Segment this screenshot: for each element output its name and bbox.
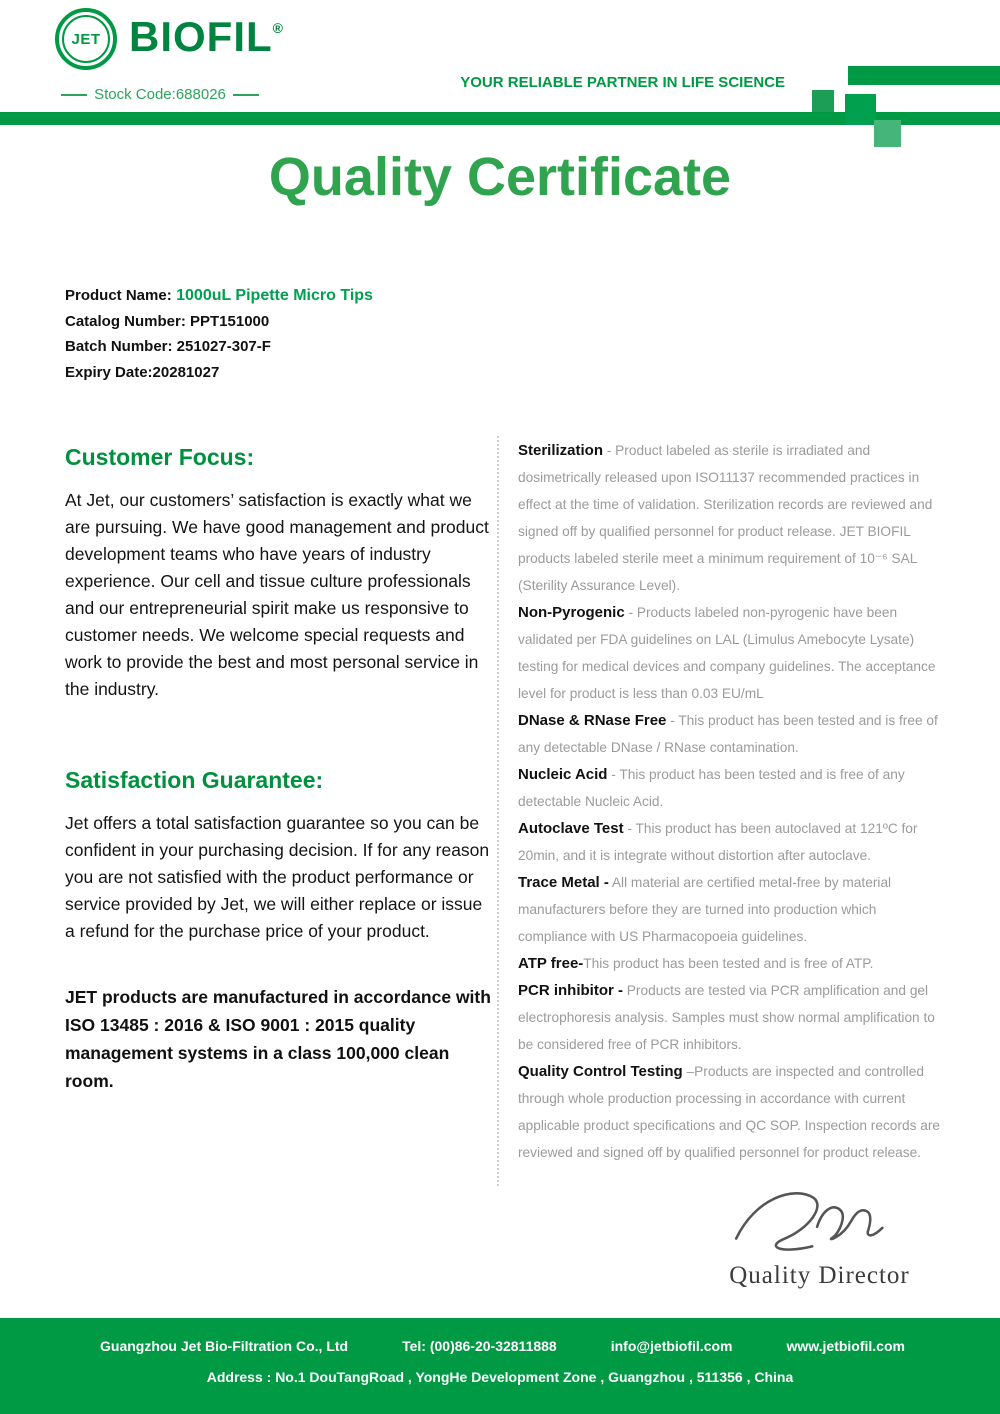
spec-desc: Products are tested via PCR amplification and gel electrophoresis analysis. Samples must show normal amplification to be considered free of PCR inhibitors. bbox=[518, 983, 939, 1052]
spec-desc: - This product has been tested and is free of any detectable DNase / RNase contamination. bbox=[518, 713, 942, 755]
stock-code-line bbox=[55, 86, 265, 103]
batch-number-label: Batch Number: bbox=[65, 338, 173, 355]
registered-mark: ® bbox=[272, 20, 284, 36]
spec-term: Sterilization bbox=[518, 442, 604, 459]
stock-dash-right bbox=[233, 94, 259, 96]
footer-company: Guangzhou Jet Bio-Filtration Co., Ltd bbox=[100, 1338, 349, 1354]
signature-block bbox=[712, 1182, 927, 1290]
catalog-number-row bbox=[65, 309, 373, 335]
spec-autoclave-test bbox=[518, 815, 943, 869]
iso-statement: JET products are manufactured in accordance with ISO 13485 : 2016 & ISO 9001 : 2015 quality management systems in a class 100,000 clean room. bbox=[65, 987, 491, 1091]
spec-dnase-rnase-free bbox=[518, 707, 943, 761]
spec-trace-metal bbox=[518, 869, 943, 950]
logo-name bbox=[129, 13, 284, 60]
spec-desc: - Products labeled non-pyrogenic have been validated per FDA guidelines on LAL (Limulus Amebocyte Lysate) testing for medical devices and company guidelines. The acceptance level for product is less than 0.03 EU/mL bbox=[518, 605, 940, 701]
spec-sterilization bbox=[518, 437, 943, 599]
spec-desc: –Products are inspected and controlled through whole production processing in accordance with current applicable product specifications and QC SOP. Inspection records are reviewed and signed off by qualified personnel for product release. bbox=[518, 1064, 944, 1160]
product-name-row bbox=[65, 283, 373, 309]
left-column bbox=[65, 444, 495, 1095]
footer-tel: Tel: (00)86-20-32811888 bbox=[402, 1338, 557, 1354]
expiry-date-value: 20281027 bbox=[152, 363, 220, 381]
expiry-date-row bbox=[65, 360, 373, 386]
expiry-date-label: Expiry Date: bbox=[65, 363, 153, 381]
batch-number-value: 251027-307-F bbox=[172, 338, 271, 355]
footer bbox=[0, 1318, 1000, 1414]
customer-focus-body: At Jet, our customers’ satisfaction is exactly what we are pursuing. We have good management and product development teams who have years of industry experience. Our cell and tissue culture professionals and our entrepreneurial spirit make us responsive to customer needs. We welcome special requests and work to provide the best and most personal service in the industry. bbox=[65, 490, 489, 699]
spec-quality-control-testing bbox=[518, 1058, 943, 1166]
deco-square bbox=[845, 94, 876, 125]
footer-contact-row bbox=[0, 1318, 1000, 1354]
signature-icon bbox=[720, 1182, 920, 1260]
spec-atp-free bbox=[518, 950, 943, 977]
spec-pcr-inhibitor bbox=[518, 977, 943, 1058]
spec-term: Quality Control Testing bbox=[518, 1063, 683, 1080]
customer-focus-heading: Customer Focus: bbox=[65, 444, 255, 470]
right-column bbox=[518, 437, 943, 1166]
footer-address: Address : No.1 DouTangRoad , YongHe Development Zone , Guangzhou , 511356 , China bbox=[206, 1369, 794, 1385]
page-title: Quality Certificate bbox=[268, 147, 732, 207]
spec-desc: - This product has been autoclaved at 121ºC for 20min, and it is integrate without distortion after autoclave. bbox=[518, 821, 922, 863]
satisfaction-guarantee-heading: Satisfaction Guarantee: bbox=[65, 767, 324, 793]
stock-dash-left bbox=[61, 94, 87, 96]
spec-desc: - This product has been tested and is free of any detectable Nucleic Acid. bbox=[518, 767, 909, 809]
footer-address-row bbox=[0, 1369, 1000, 1385]
column-divider bbox=[497, 436, 499, 1186]
jet-logo-text: JET bbox=[71, 30, 101, 48]
deco-square bbox=[812, 90, 834, 112]
spec-desc: All material are certified metal-free by material manufacturers before they are turned into production which compliance with US Pharmacopoeia guidelines. bbox=[518, 875, 895, 944]
satisfaction-guarantee-body: Jet offers a total satisfaction guarantee so you can be confident in your purchasing decision. If for any reason you are not satisfied with the product performance or service provided by Jet, we will either replace or issue a refund for the purchase price of your product. bbox=[65, 813, 490, 941]
catalog-number-label: Catalog Number: bbox=[65, 312, 186, 330]
deco-square bbox=[848, 66, 1000, 85]
spec-nucleic-acid bbox=[518, 761, 943, 815]
spec-term: Non-Pyrogenic bbox=[518, 604, 625, 621]
biofil-logo bbox=[55, 8, 284, 70]
logo-name-text: BIOFIL bbox=[129, 13, 273, 60]
product-name-value: 1000uL Pipette Micro Tips bbox=[171, 287, 373, 304]
jet-logo-icon bbox=[55, 8, 117, 70]
footer-website: www.jetbiofil.com bbox=[786, 1338, 905, 1354]
stock-code-text: Stock Code:688026 bbox=[94, 86, 226, 103]
batch-number-row bbox=[65, 334, 373, 360]
spec-term: Autoclave Test bbox=[518, 820, 624, 837]
product-info-block bbox=[65, 283, 373, 385]
deco-square bbox=[874, 120, 901, 147]
catalog-number-value: PPT151000 bbox=[185, 312, 270, 330]
spec-term: Nucleic Acid bbox=[518, 766, 608, 783]
spec-term: DNase & RNase Free bbox=[518, 712, 667, 729]
spec-non-pyrogenic bbox=[518, 599, 943, 707]
signature-role: Quality Director bbox=[729, 1262, 910, 1289]
spec-term: Trace Metal - bbox=[518, 874, 609, 891]
spec-desc: - Product labeled as sterile is irradiated and dosimetrically released upon ISO11137 recommended practices in effect at the time of validation. Sterilization records are reviewed and signed off by qualified personnel for product release. JET BIOFIL products labeled sterile meet a minimum requirement of 10⁻⁶ SAL (Sterility Assurance Level). bbox=[518, 443, 937, 593]
product-name-label: Product Name: bbox=[65, 287, 172, 304]
footer-email: info@jetbiofil.com bbox=[610, 1338, 733, 1354]
spec-term: PCR inhibitor - bbox=[518, 982, 623, 999]
spec-desc: This product has been tested and is free of ATP. bbox=[583, 956, 874, 971]
tagline: YOUR RELIABLE PARTNER IN LIFE SCIENCE bbox=[460, 74, 785, 91]
spec-term: ATP free- bbox=[518, 955, 584, 972]
